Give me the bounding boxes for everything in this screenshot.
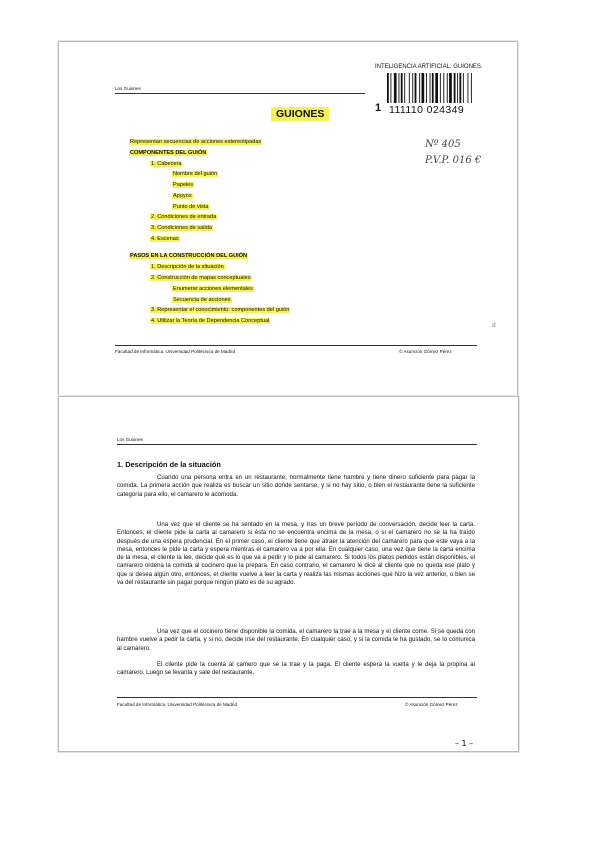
barcode-bar <box>457 73 458 103</box>
steps-heading: PASOS EN LA CONSTRUCCIÓN DEL GUIÓN <box>130 253 248 259</box>
barcode-bar <box>412 73 413 103</box>
component-item: 3. Condiciones de salida <box>151 225 212 231</box>
footer-rule <box>117 697 477 698</box>
barcode-number: 111110 024349 <box>389 104 465 116</box>
barcode-bar <box>390 73 391 103</box>
step-item: 1. Descripción de la situación <box>151 264 224 270</box>
component-subitem: Punto de vista <box>173 204 209 210</box>
scan-mark: ⅾ <box>492 323 496 329</box>
component-subitem: Apoyos <box>173 193 192 199</box>
footer-author: © Asunción Gómez Pérez <box>399 349 452 354</box>
course-title: INTELIGENCIA ARTIFICIAL. GUIONES. <box>375 64 483 70</box>
slide-outline <box>58 41 518 397</box>
barcode-bar <box>394 73 397 103</box>
barcode-bar <box>454 73 456 103</box>
section-heading: 1. Descripción de la situación <box>117 460 221 469</box>
component-subitem: Nombre del guión <box>173 171 218 177</box>
handwritten-price: P.V.P. 016 € <box>425 155 482 166</box>
barcode <box>385 73 503 103</box>
paragraph: Cuando una persona entra en un restaurante, normalmente tiene hambre y tiene dinero suficiente para pagar la comida. La primera acción que realiza es buscar un sitio donde sentarse, y si no hay sitio, o bien el restaurante tiene la suficiente categoría para ello, el camarero le acomoda. <box>117 474 475 498</box>
barcode-bar <box>440 73 441 103</box>
paragraph: Una vez que el cliente se ha sentado en la mesa, y tras un breve período de conversación, decide leer la carta. Entonces, el cliente pide la carta al camarero si ésta no se encuentra encima de la mesa, o si el camarero no se la ha traído después de una espera prudencial. En el primer caso, el cliente tiene que atraer la atención del camarero para que este vaya a la mesa, entonces le pide la carta y espera mientras el camarero va a por ella. En cualquier caso, una vez que tiene la carta encima de la mesa, el cliente la lee, decide qué es lo que va a pedir y lo pide al camarero. Si todos los platos pedidos están disponibles, el camarero ordena la comida al cocinero que la prepara. En caso contrario, el camarero le dice al cliente que no queda ese plato y que si desea algún otro, entonces, el cliente vuelve a leer la carta y realiza las mismas acciones que hizo la vez anterior, o bien se va del restaurante sin pagar porque ningún plato es de su agrado. <box>117 521 475 587</box>
barcode-bar <box>471 73 472 103</box>
step-item: 3. Representar el conocimiento: componentes del guión <box>151 307 290 313</box>
barcode-bar <box>426 73 427 103</box>
footer-institution: Facultad de Informática. Universidad Politécnica de Madrid <box>117 702 238 707</box>
page-number: – 1 – <box>455 739 474 748</box>
footer-institution: Facultad de Informática. Universidad Politécnica de Madrid <box>115 349 236 354</box>
components-heading: COMPONENTES DEL GUIÓN <box>130 150 207 156</box>
intro-text: Representan secuencias de acciones estereotipadas <box>130 139 262 145</box>
component-item: 2. Condiciones de entrada <box>151 214 217 220</box>
footer-rule <box>115 345 477 346</box>
barcode-bar <box>443 73 444 103</box>
header-rule <box>115 93 365 94</box>
barcode-bar <box>459 73 461 103</box>
section-label: Los Guiones <box>117 437 143 442</box>
barcode-bar <box>415 73 417 103</box>
component-subitem: Papeles <box>173 182 194 188</box>
component-item: 1. Cabecera <box>151 161 182 167</box>
step-subitem: Secuencia de acciones <box>173 297 231 303</box>
step-subitem: Enumerar acciones elementales <box>173 286 253 292</box>
section-label: Los Guiones <box>115 86 141 91</box>
barcode-bar <box>399 73 400 103</box>
barcode-bar <box>435 73 438 103</box>
footer-author: © Asunción Gómez Pérez <box>405 702 458 707</box>
slide-description <box>58 396 519 752</box>
slide-title: GUIONES <box>271 107 329 121</box>
barcode-bar <box>401 73 403 103</box>
barcode-bar <box>409 73 410 103</box>
barcode-bar <box>468 73 469 103</box>
barcode-bar <box>419 73 420 103</box>
barcode-bar <box>430 73 431 103</box>
handwritten-number: Nº 405 <box>425 139 461 150</box>
paragraph: Una vez que el cocinero tiene disponible la comida, el camarero la trae a la mesa y el cliente come. Si se queda con hambre vuelve a pedir la carta, y si no, decide irse del restaurante. En cualquier caso, y si la comida le ha gustado, se lo comunica al camarero. <box>117 628 475 652</box>
barcode-bar <box>447 73 448 103</box>
step-item: 4. Utilizar la Teoría de Dependencia Conceptual <box>151 318 270 324</box>
barcode-bar <box>387 73 389 103</box>
barcode-bar <box>449 73 452 103</box>
barcode-bar <box>463 73 464 103</box>
paragraph: El cliente pide la cuenta al camero que se la trae y la paga. El cliente espera la vuelta y le deja la propina al camarero. Luego se levanta y sale del restaurante. <box>117 661 475 677</box>
barcode-lead-digit: 1 <box>375 102 382 114</box>
step-item: 2. Construcción de mapas conceptuales <box>151 275 251 281</box>
header-rule <box>117 444 477 445</box>
barcode-bar <box>432 73 434 103</box>
barcode-bar <box>422 73 425 103</box>
component-item: 4. Escenas <box>151 236 179 242</box>
barcode-bar <box>404 73 405 103</box>
